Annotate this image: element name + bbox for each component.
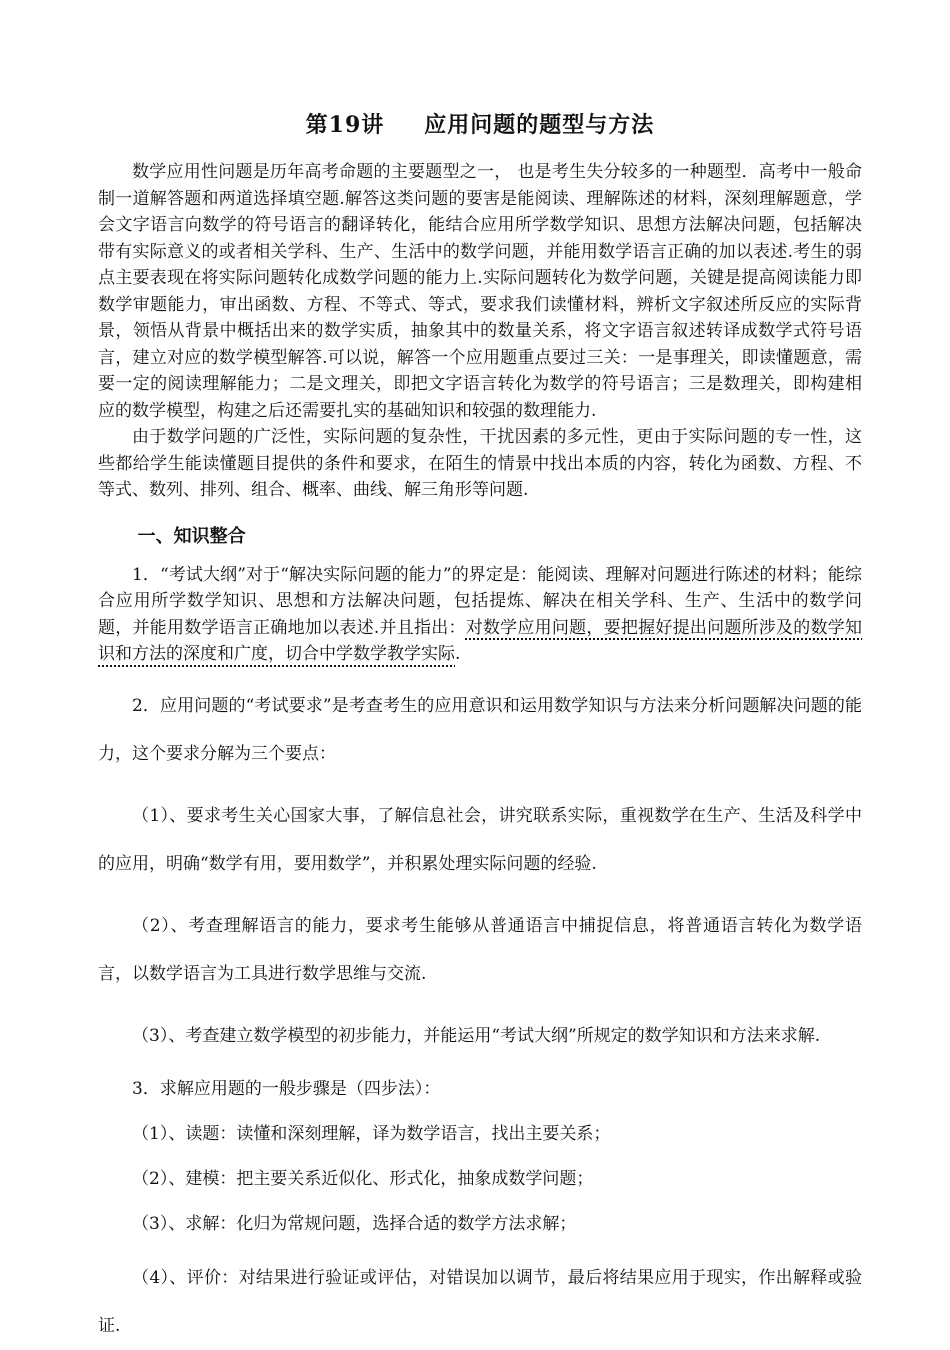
item-1-text: 1．“考试大纲”对于“解决实际问题的能力”的界定是：能阅读、理解对问题进行陈述的材料；能综合应用所学数学知识、思想和方法解决问题，包括提炼、解决在相关学科、生产、生活中的数学问题，并能用数学语言正确地加以表述.并且指出：	[98, 564, 862, 638]
item-3-step-2: （2）、建模：把主要关系近似化、形式化，抽象成数学问题；	[132, 1168, 594, 1189]
document-page	[98, 108, 862, 1350]
item-1-end: .	[455, 644, 461, 664]
lecture-number: 第19讲	[305, 112, 385, 138]
item-2-point-3: （3）、考查建立数学模型的初步能力，并能运用“考试大纲”所规定的数学知识和方法来求解.	[132, 1025, 821, 1046]
knowledge-item-3: 3．求解应用题的一般步骤是（四步法）：	[132, 1078, 441, 1099]
knowledge-item-1	[98, 562, 862, 668]
section-heading: 一、知识整合	[137, 525, 246, 547]
page-title	[98, 108, 862, 139]
item-1-emphasis: 对数学应用问题，要把握好提出问题所涉及的数学知识和方法的深度和广度，切合中学数学教学实际	[98, 617, 862, 664]
knowledge-item-2: 2．应用问题的“考试要求”是考查考生的应用意识和运用数学知识与方法来分析问题解决问题的能力，这个要求分解为三个要点：	[98, 695, 862, 764]
item-3-step-1: （1）、读题：读懂和深刻理解，译为数学语言，找出主要关系；	[132, 1123, 611, 1144]
item-2-point-1: （1）、要求考生关心国家大事，了解信息社会，讲究联系实际，重视数学在生产、生活及科学中的应用，明确“数学有用，要用数学”，并积累处理实际问题的经验.	[98, 805, 862, 874]
intro-paragraph-2: 由于数学问题的广泛性，实际问题的复杂性，干扰因素的多元性，更由于实际问题的专一性，这些都给学生能读懂题目提供的条件和要求，在陌生的情景中找出本质的内容，转化为函数、方程、不等式、数列、排列、组合、概率、曲线、解三角形等问题.	[98, 427, 862, 500]
item-2-point-2: （2）、考查理解语言的能力，要求考生能够从普通语言中捕捉信息，将普通语言转化为数学语言，以数学语言为工具进行数学思维与交流.	[98, 915, 862, 984]
item-3-step-4: （4）、评价：对结果进行验证或评估，对错误加以调节，最后将结果应用于现实，作出解释或验证.	[98, 1267, 862, 1336]
intro-paragraph-1: 数学应用性问题是历年高考命题的主要题型之一， 也是考生失分较多的一种题型．高考中一般命制一道解答题和两道选择填空题.解答这类问题的要害是能阅读、理解陈述的材料，深刻理解题意，学会文字语言向数学的符号语言的翻译转化，能结合应用所学数学知识、思想方法解决问题，包括解决带有实际意义的或者相关学科、生产、生活中的数学问题，并能用数学语言正确的加以表述.考生的弱点主要表现在将实际问题转化成数学问题的能力上.实际问题转化为数学问题，关键是提高阅读能力即数学审题能力，审出函数、方程、不等式、等式，要求我们读懂材料，辨析文字叙述所反应的实际背景，领悟从背景中概括出来的数学实质，抽象其中的数量关系，将文字语言叙述转译成数学式符号语言，建立对应的数学模型解答.可以说，解答一个应用题重点要过三关：一是事理关，即读懂题意，需要一定的阅读理解能力；二是文理关，即把文字语言转化为数学的符号语言；三是数理关，即构建相应的数学模型，构建之后还需要扎实的基础知识和较强的数理能力.	[98, 162, 862, 421]
lecture-name: 应用问题的题型与方法	[424, 112, 655, 138]
item-3-step-3: （3）、求解：化归为常规问题，选择合适的数学方法求解；	[132, 1213, 577, 1234]
